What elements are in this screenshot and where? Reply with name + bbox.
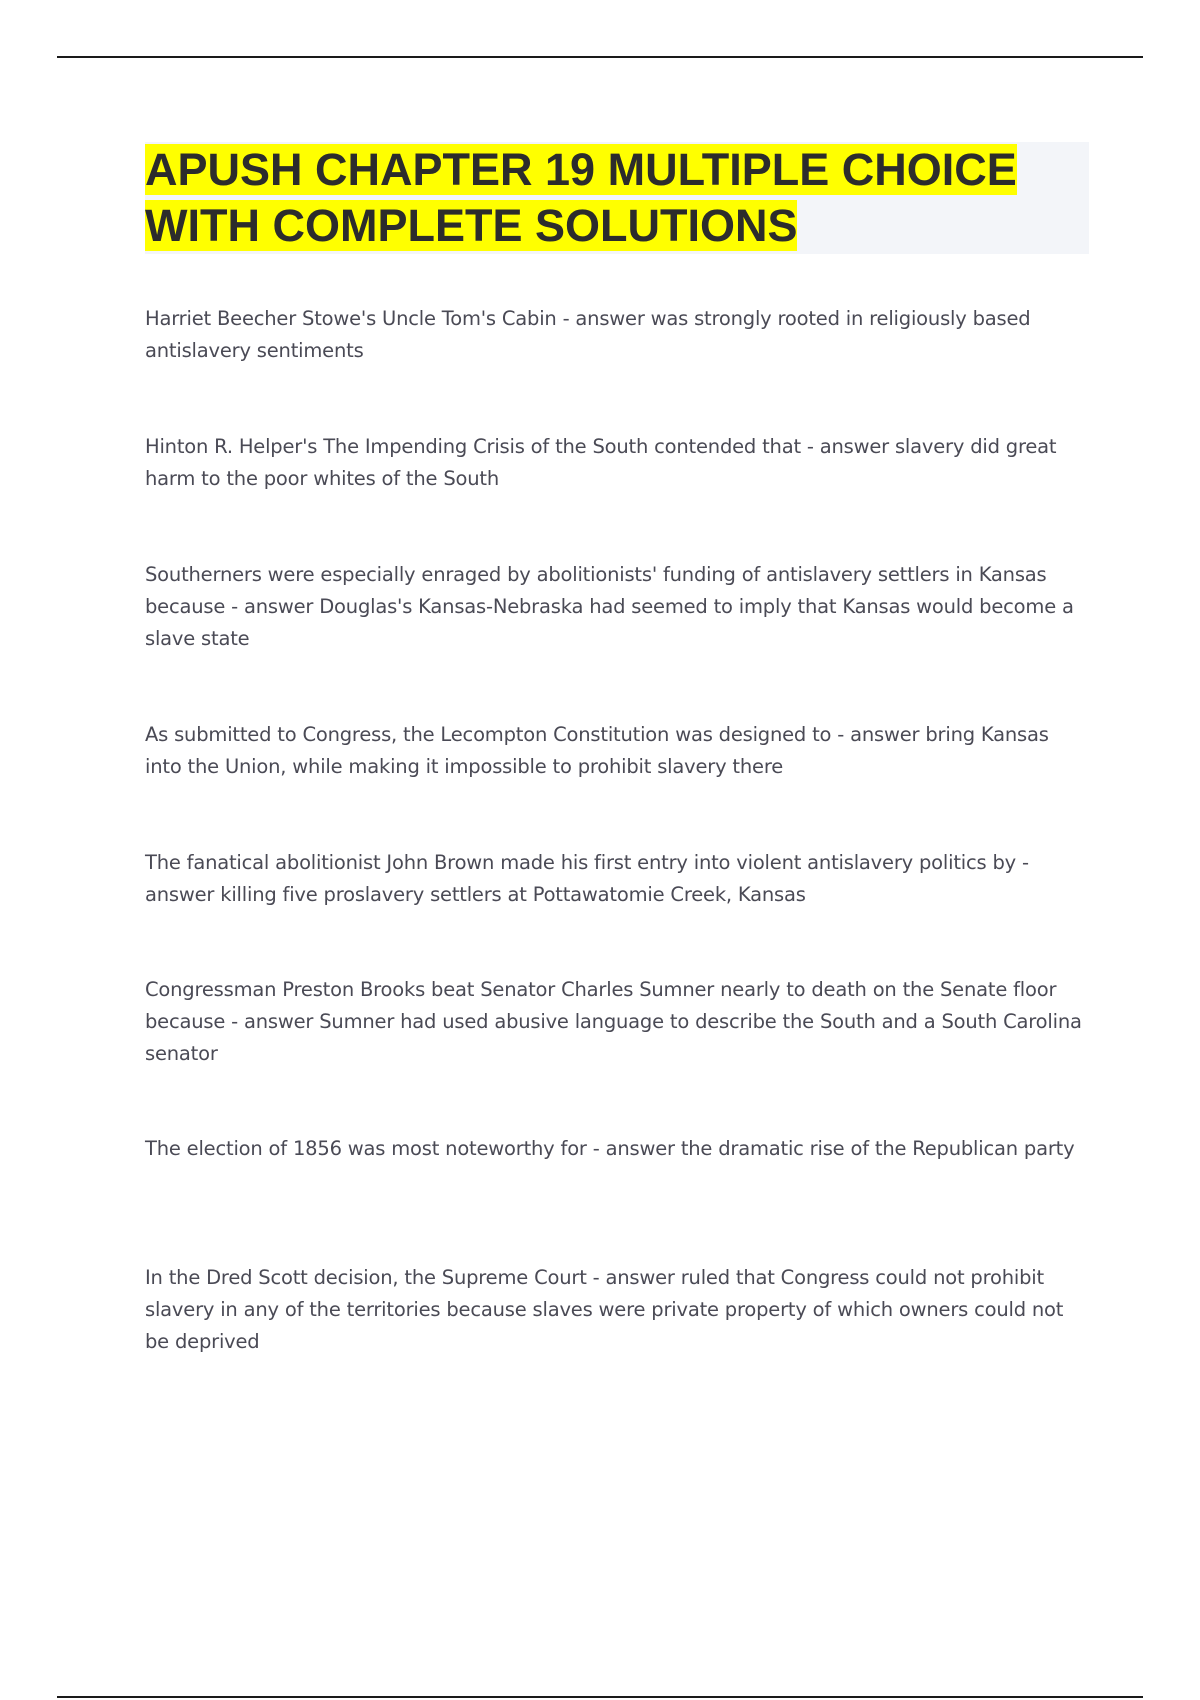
answer-text: killing five proslavery settlers at Pottawatomie Creek, Kansas: [220, 883, 806, 906]
answer-text: was strongly rooted in religiously based antislavery sentiments: [145, 307, 1031, 362]
answer-text: Douglas's Kansas-Nebraska had seemed to imply that Kansas would become a slave state: [145, 595, 1074, 650]
title-block: [145, 142, 1089, 254]
question-text: The election of 1856 was most noteworthy for: [145, 1137, 587, 1160]
answer-separator: - answer: [556, 307, 651, 330]
qa-item: [145, 1262, 1090, 1422]
qa-list: [145, 303, 1090, 1422]
answer-text: the dramatic rise of the Republican party: [680, 1137, 1075, 1160]
question-text: As submitted to Congress, the Lecompton Constitution was designed to: [145, 723, 832, 746]
answer-separator: - answer: [586, 1137, 681, 1160]
answer-text: ruled that Congress could not prohibit slavery in any of the territories because slaves were private property of which owners could not be deprived: [145, 1266, 1064, 1353]
question-text: Hinton R. Helper's The Impending Crisis of the South contended that: [145, 435, 801, 458]
answer-text: slavery did great harm to the poor whites of the South: [145, 435, 1057, 490]
answer-separator: - answer: [586, 1266, 681, 1289]
answer-text: Sumner had used abusive language to describe the South and a South Carolina senator: [145, 1010, 1082, 1065]
question-text: Southerners were especially enraged by abolitionists' funding of antislavery settlers in Kansas because: [145, 563, 1047, 618]
qa-item: [145, 974, 1090, 1133]
answer-separator: - answer: [225, 595, 320, 618]
answer-text: bring Kansas into the Union, while making it impossible to prohibit slavery there: [145, 723, 1049, 778]
qa-item: [145, 847, 1090, 974]
question-text: Congressman Preston Brooks beat Senator Charles Sumner nearly to death on the Senate floor because: [145, 978, 1057, 1033]
document-title: [145, 142, 1089, 254]
answer-separator: - answer: [800, 435, 895, 458]
qa-item: [145, 559, 1090, 719]
bottom-rule: [57, 1696, 1143, 1698]
qa-item: [145, 431, 1090, 559]
qa-item: [145, 719, 1090, 847]
answer-separator: - answer: [145, 851, 1029, 906]
question-text: Harriet Beecher Stowe's Uncle Tom's Cabin: [145, 307, 557, 330]
qa-item: [145, 1133, 1090, 1262]
question-text: The fanatical abolitionist John Brown made his first entry into violent antislavery politics by: [145, 851, 1016, 874]
top-rule: [57, 56, 1143, 58]
qa-item: [145, 303, 1090, 431]
answer-separator: - answer: [831, 723, 926, 746]
answer-separator: - answer: [225, 1010, 320, 1033]
question-text: In the Dred Scott decision, the Supreme Court: [145, 1266, 587, 1289]
title-highlight: APUSH CHAPTER 19 MULTIPLE CHOICE WITH COMPLETE SOLUTIONS: [145, 144, 1017, 251]
